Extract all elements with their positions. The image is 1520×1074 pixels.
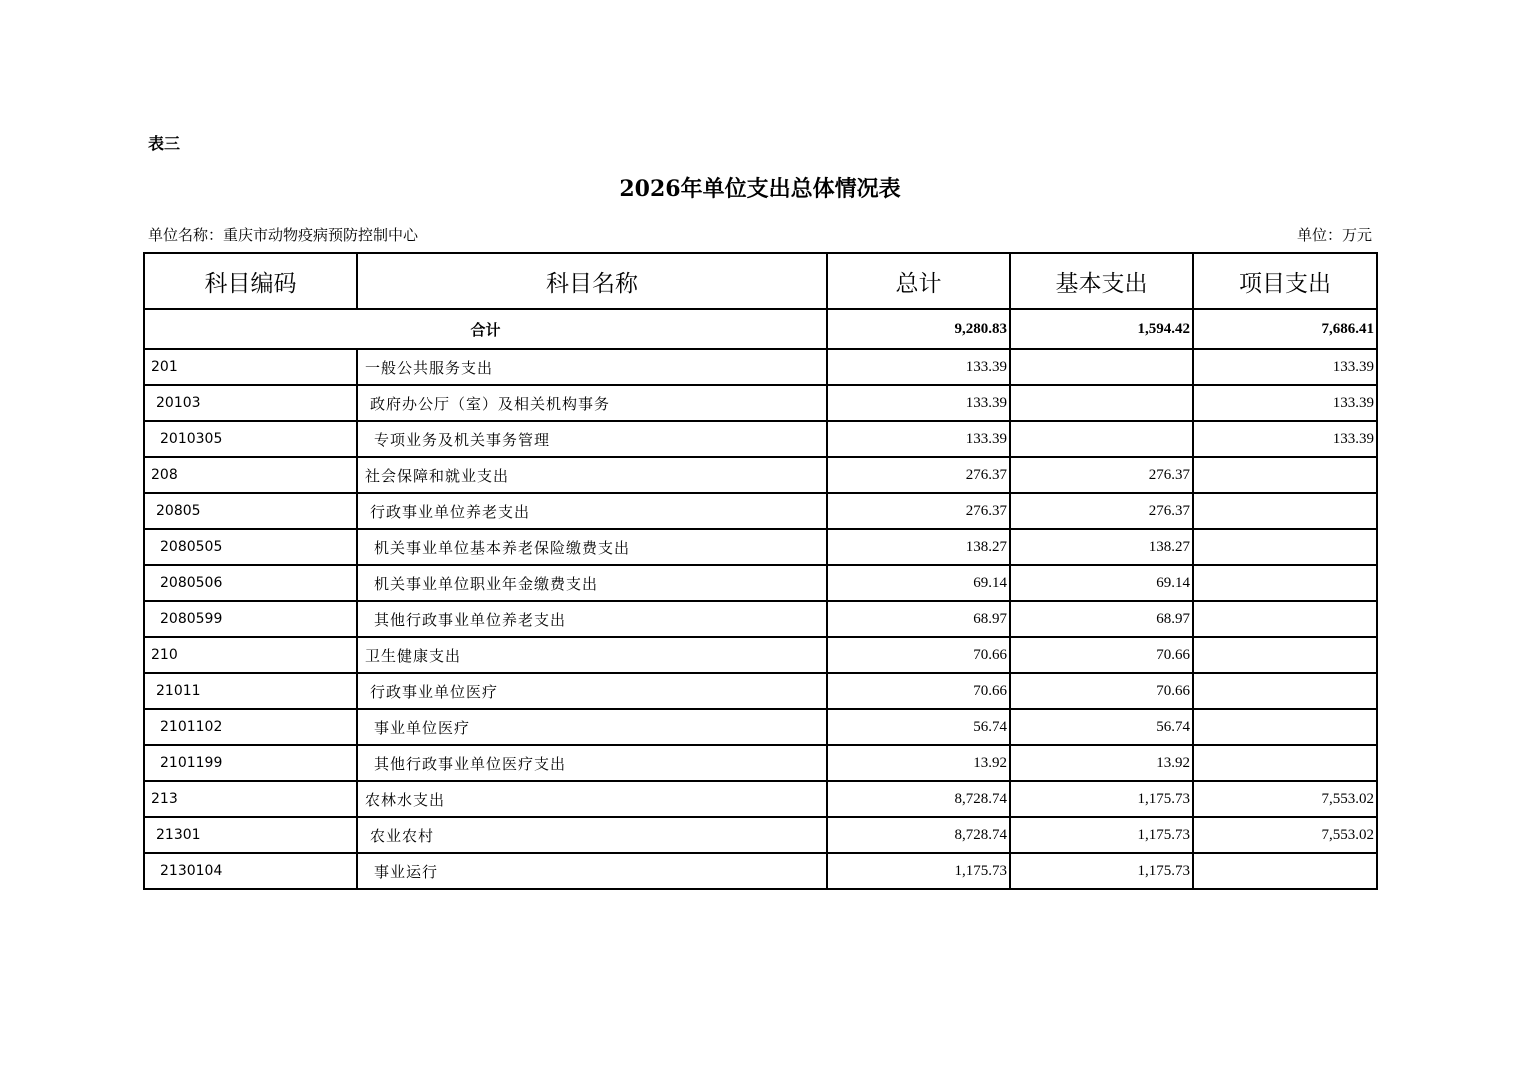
table-row <box>144 385 1377 421</box>
table-row <box>144 565 1377 601</box>
basic-cell <box>1010 421 1193 457</box>
code-cell <box>144 421 357 457</box>
subject-name: 农业农村 <box>370 826 435 845</box>
total-cell: 68.97 <box>827 601 1010 637</box>
total-project-cell: 7,686.41 <box>1193 309 1377 349</box>
expenditure-table <box>143 252 1378 890</box>
project-cell <box>1193 637 1377 673</box>
table-row <box>144 745 1377 781</box>
document-title: 2026年单位支出总体情况表 <box>619 176 901 202</box>
table-row <box>144 349 1377 385</box>
total-cell: 13.92 <box>827 745 1010 781</box>
subject-code: 208 <box>151 467 178 483</box>
project-cell: 7,553.02 <box>1193 817 1377 853</box>
project-cell <box>1193 529 1377 565</box>
name-cell <box>357 817 827 853</box>
total-cell: 56.74 <box>827 709 1010 745</box>
total-cell: 138.27 <box>827 529 1010 565</box>
table-row <box>144 529 1377 565</box>
project-cell: 7,553.02 <box>1193 781 1377 817</box>
project-cell: 133.39 <box>1193 349 1377 385</box>
subject-name: 行政事业单位医疗 <box>370 682 499 701</box>
total-label: 合计 <box>144 309 827 349</box>
name-cell <box>357 349 827 385</box>
subject-code: 213 <box>151 791 178 807</box>
project-cell: 133.39 <box>1193 421 1377 457</box>
table-row <box>144 601 1377 637</box>
basic-cell: 70.66 <box>1010 673 1193 709</box>
subject-name: 事业运行 <box>374 862 439 881</box>
basic-cell: 276.37 <box>1010 457 1193 493</box>
code-cell <box>144 745 357 781</box>
table-row <box>144 421 1377 457</box>
name-cell <box>357 709 827 745</box>
table-row <box>144 709 1377 745</box>
code-cell <box>144 673 357 709</box>
name-cell <box>357 529 827 565</box>
total-cell: 1,175.73 <box>827 853 1010 889</box>
subject-name: 社会保障和就业支出 <box>365 466 510 485</box>
total-cell: 8,728.74 <box>827 781 1010 817</box>
currency-unit-label: 单位：万元 <box>1296 226 1372 244</box>
column-header-total: 总计 <box>827 253 1010 309</box>
basic-cell: 276.37 <box>1010 493 1193 529</box>
column-header-name: 科目名称 <box>357 253 827 309</box>
table-row <box>144 493 1377 529</box>
table-row <box>144 457 1377 493</box>
code-cell <box>144 601 357 637</box>
total-cell: 276.37 <box>827 457 1010 493</box>
name-cell <box>357 493 827 529</box>
subject-code: 21301 <box>156 827 201 843</box>
basic-cell <box>1010 385 1193 421</box>
column-header-project: 项目支出 <box>1193 253 1377 309</box>
subject-code: 2130104 <box>160 863 223 879</box>
basic-cell <box>1010 349 1193 385</box>
project-cell: 133.39 <box>1193 385 1377 421</box>
code-cell <box>144 349 357 385</box>
name-cell <box>357 385 827 421</box>
basic-cell: 138.27 <box>1010 529 1193 565</box>
table-row <box>144 817 1377 853</box>
basic-cell: 1,175.73 <box>1010 781 1193 817</box>
total-cell: 133.39 <box>827 349 1010 385</box>
project-cell <box>1193 565 1377 601</box>
subject-name: 其他行政事业单位养老支出 <box>374 610 567 629</box>
subject-code: 20103 <box>156 395 201 411</box>
project-cell <box>1193 709 1377 745</box>
subject-code: 2101199 <box>160 755 223 771</box>
name-cell <box>357 457 827 493</box>
subject-name: 农林水支出 <box>365 790 446 809</box>
total-cell: 70.66 <box>827 673 1010 709</box>
name-cell <box>357 673 827 709</box>
name-cell <box>357 781 827 817</box>
table-row <box>144 637 1377 673</box>
subject-code: 2010305 <box>160 431 223 447</box>
total-cell: 276.37 <box>827 493 1010 529</box>
basic-cell: 69.14 <box>1010 565 1193 601</box>
column-header-basic: 基本支出 <box>1010 253 1193 309</box>
basic-cell: 1,175.73 <box>1010 817 1193 853</box>
total-cell: 8,728.74 <box>827 817 1010 853</box>
subject-name: 政府办公厅（室）及相关机构事务 <box>370 394 611 413</box>
project-cell <box>1193 601 1377 637</box>
subject-name: 一般公共服务支出 <box>365 358 494 377</box>
code-cell <box>144 385 357 421</box>
subject-code: 2101102 <box>160 719 223 735</box>
subject-code: 2080505 <box>160 539 223 555</box>
basic-cell: 1,175.73 <box>1010 853 1193 889</box>
column-header-code: 科目编码 <box>144 253 357 309</box>
basic-cell: 68.97 <box>1010 601 1193 637</box>
basic-cell: 13.92 <box>1010 745 1193 781</box>
code-cell <box>144 493 357 529</box>
total-cell: 133.39 <box>827 385 1010 421</box>
project-cell <box>1193 673 1377 709</box>
total-cell: 70.66 <box>827 637 1010 673</box>
subject-code: 20805 <box>156 503 201 519</box>
subject-name: 其他行政事业单位医疗支出 <box>374 754 567 773</box>
subject-name: 事业单位医疗 <box>374 718 471 737</box>
total-cell: 69.14 <box>827 565 1010 601</box>
code-cell <box>144 817 357 853</box>
subject-code: 2080506 <box>160 575 223 591</box>
code-cell <box>144 781 357 817</box>
table-row <box>144 853 1377 889</box>
basic-cell: 56.74 <box>1010 709 1193 745</box>
name-cell <box>357 637 827 673</box>
project-cell <box>1193 745 1377 781</box>
subject-code: 21011 <box>156 683 201 699</box>
project-cell <box>1193 853 1377 889</box>
unit-name-label: 单位名称：重庆市动物疫病预防控制中心 <box>148 226 419 244</box>
code-cell <box>144 709 357 745</box>
subject-name: 机关事业单位职业年金缴费支出 <box>374 574 599 593</box>
name-cell <box>357 853 827 889</box>
code-cell <box>144 529 357 565</box>
total-sum-cell: 9,280.83 <box>827 309 1010 349</box>
subject-name: 卫生健康支出 <box>365 646 462 665</box>
table-number-label: 表三 <box>148 134 181 153</box>
name-cell <box>357 745 827 781</box>
subject-name: 行政事业单位养老支出 <box>370 502 531 521</box>
subject-code: 210 <box>151 647 178 663</box>
code-cell <box>144 565 357 601</box>
table-row <box>144 673 1377 709</box>
subject-code: 2080599 <box>160 611 223 627</box>
subject-name: 专项业务及机关事务管理 <box>374 430 551 449</box>
subject-code: 201 <box>151 359 178 375</box>
total-row <box>144 309 1377 349</box>
table-header-row <box>144 253 1377 309</box>
basic-cell: 70.66 <box>1010 637 1193 673</box>
name-cell <box>357 421 827 457</box>
name-cell <box>357 601 827 637</box>
code-cell <box>144 457 357 493</box>
code-cell <box>144 853 357 889</box>
name-cell <box>357 565 827 601</box>
code-cell <box>144 637 357 673</box>
subject-name: 机关事业单位基本养老保险缴费支出 <box>374 538 631 557</box>
table-row <box>144 781 1377 817</box>
project-cell <box>1193 493 1377 529</box>
total-basic-cell: 1,594.42 <box>1010 309 1193 349</box>
total-cell: 133.39 <box>827 421 1010 457</box>
project-cell <box>1193 457 1377 493</box>
